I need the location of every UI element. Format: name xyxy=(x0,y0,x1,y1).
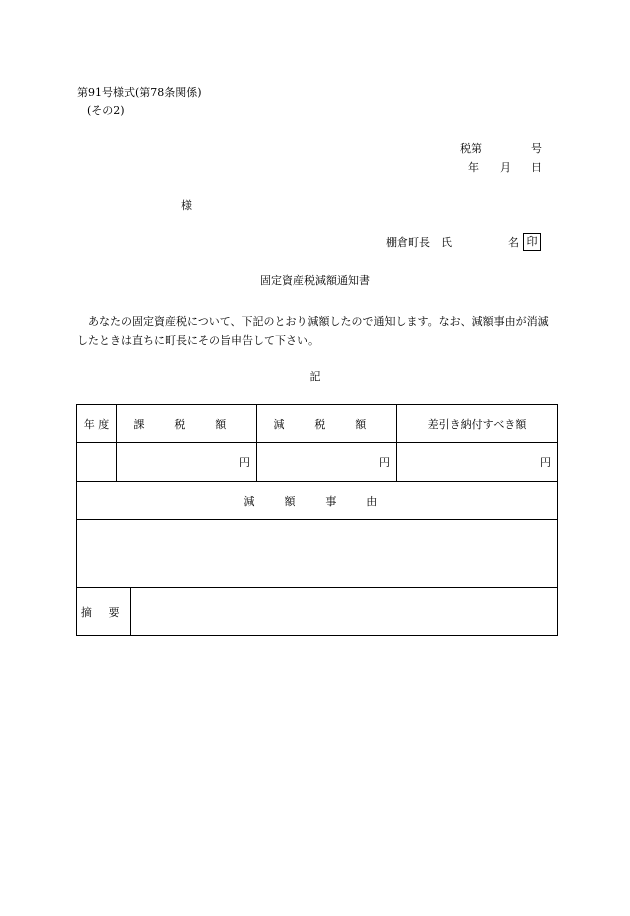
summary-content[interactable] xyxy=(131,588,558,636)
header-net-payment: 差引き納付すべき額 xyxy=(397,405,558,443)
date-month-label: 月 xyxy=(500,161,511,174)
date-year-label: 年 xyxy=(468,161,479,174)
tax-number-suffix: 号 xyxy=(531,142,542,155)
cell-tax-amount[interactable] xyxy=(117,443,257,482)
header-reduction-amount: 減 税 額 xyxy=(257,405,397,443)
form-sub-number: (その2) xyxy=(87,104,125,117)
body-paragraph: あなたの固定資産税について、下記のとおり減額したので通知します。なお、減額事由が消滅したときは直ちに町長にその旨申告して下さい。 xyxy=(77,315,549,347)
seal-stamp-box: 印 xyxy=(523,233,541,251)
reduction-table xyxy=(76,404,558,636)
header-tax-amount: 課 税 額 xyxy=(117,405,257,443)
reason-header: 減 額 事 由 xyxy=(77,482,558,520)
unit-yen: 円 xyxy=(540,456,551,469)
summary-label: 摘 要 xyxy=(77,588,131,636)
cell-reduction-amount[interactable] xyxy=(257,443,397,482)
tax-number-prefix: 税第 xyxy=(460,142,482,155)
issuer-name-label: 名 xyxy=(508,236,519,249)
addressee-honorific: 様 xyxy=(181,199,192,212)
header-year: 年 度 xyxy=(77,405,117,443)
reason-content[interactable] xyxy=(77,520,558,588)
document-title: 固定資産税減額通知書 xyxy=(260,274,370,287)
cell-net-payment[interactable] xyxy=(397,443,558,482)
issuer-title: 棚倉町長 氏 xyxy=(386,236,452,249)
date-day-label: 日 xyxy=(531,161,542,174)
unit-yen: 円 xyxy=(239,456,250,469)
unit-yen: 円 xyxy=(379,456,390,469)
form-number: 第91号様式(第78条関係) xyxy=(77,86,202,99)
ki-label: 記 xyxy=(309,370,321,383)
cell-year-value[interactable] xyxy=(77,443,117,482)
